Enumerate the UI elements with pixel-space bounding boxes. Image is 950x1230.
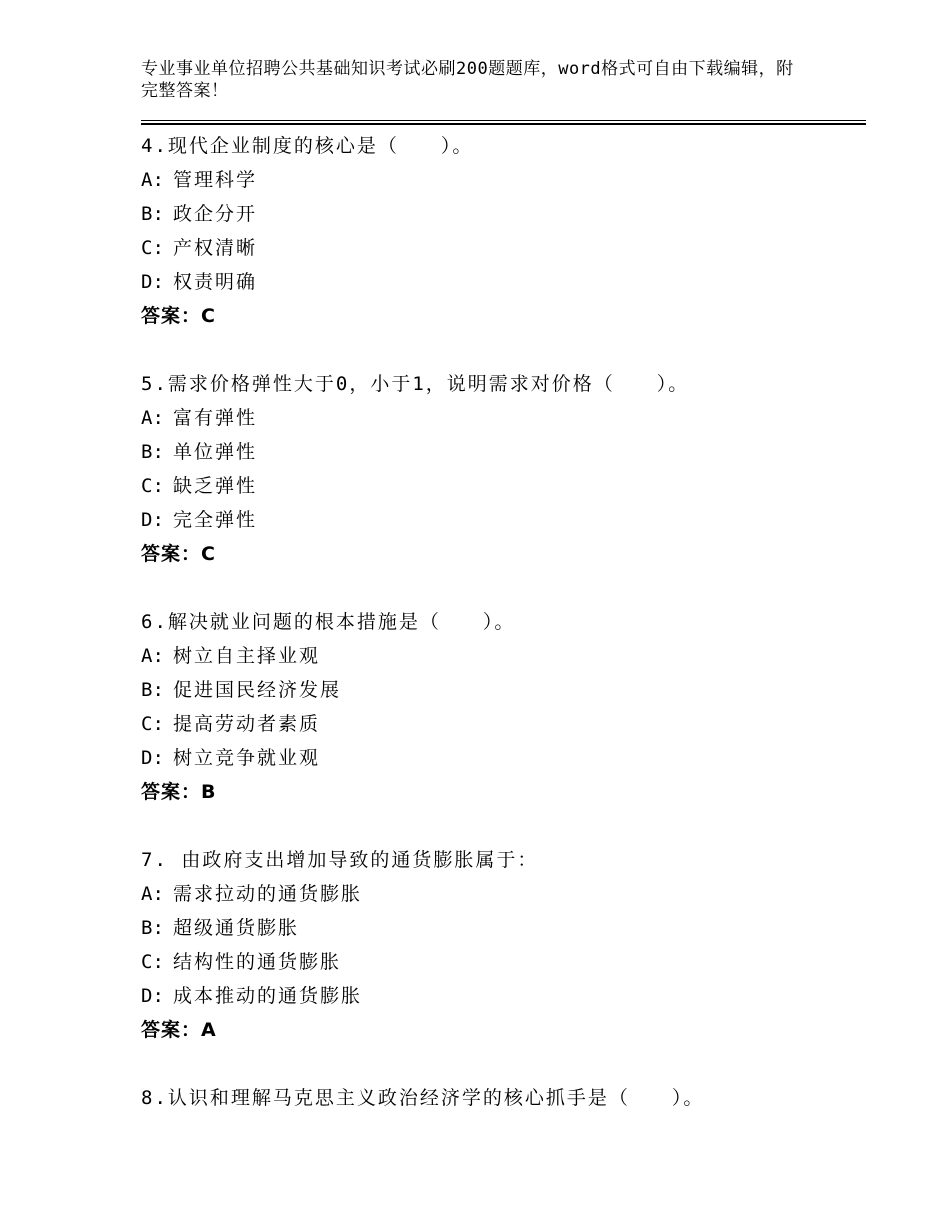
option-a (141, 401, 866, 435)
option-b (141, 435, 866, 469)
question-stem: 7. 由政府支出增加导致的通货膨胀属于： (141, 849, 539, 871)
option-text: 富有弹性 (173, 407, 258, 429)
option-d (141, 979, 866, 1013)
option-text: 超级通货膨胀 (173, 917, 300, 939)
option-b (141, 197, 866, 231)
answer-line: 答案：A (141, 1019, 217, 1041)
option-letter: B: (141, 679, 164, 701)
option-text: 产权清晰 (173, 237, 258, 259)
option-text: 权责明确 (173, 271, 258, 293)
option-letter: D: (141, 509, 164, 531)
option-text: 成本推动的通货膨胀 (173, 985, 363, 1007)
option-text: 促进国民经济发展 (173, 679, 342, 701)
option-text: 提高劳动者素质 (173, 713, 321, 735)
option-text: 管理科学 (173, 169, 258, 191)
option-letter: A: (141, 407, 164, 429)
answer-line: 答案：C (141, 305, 216, 327)
option-d (141, 503, 866, 537)
option-text: 结构性的通货膨胀 (173, 951, 342, 973)
option-letter: D: (141, 747, 164, 769)
option-letter: D: (141, 985, 164, 1007)
question-item (141, 1081, 866, 1115)
option-text: 缺乏弹性 (173, 475, 258, 497)
question-item (141, 367, 866, 571)
option-letter: A: (141, 169, 164, 191)
option-letter: A: (141, 883, 164, 905)
option-c (141, 707, 866, 741)
option-letter: B: (141, 441, 164, 463)
option-text: 完全弹性 (173, 509, 258, 531)
question-item (141, 843, 866, 1047)
option-c (141, 469, 866, 503)
option-letter: A: (141, 645, 164, 667)
option-letter: B: (141, 917, 164, 939)
question-stem: 4.现代企业制度的核心是（ ）。 (141, 135, 474, 157)
question-item (141, 129, 866, 333)
option-d (141, 741, 866, 775)
header-divider-thin (141, 120, 866, 121)
option-text: 树立竞争就业观 (173, 747, 321, 769)
question-stem: 6.解决就业问题的根本措施是（ ）。 (141, 611, 516, 633)
option-a (141, 163, 866, 197)
option-letter: C: (141, 951, 164, 973)
option-letter: C: (141, 475, 164, 497)
option-text: 树立自主择业观 (173, 645, 321, 667)
option-letter: B: (141, 203, 164, 225)
option-c (141, 945, 866, 979)
question-list (141, 129, 866, 1149)
document-header: 专业事业单位招聘公共基础知识考试必刷200题题库，word格式可自由下载编辑，附完整答案！ (141, 59, 794, 101)
answer-line: 答案：B (141, 781, 217, 803)
question-stem: 8.认识和理解马克思主义政治经济学的核心抓手是（ ）。 (141, 1087, 705, 1109)
option-a (141, 639, 866, 673)
option-b (141, 673, 866, 707)
option-text: 需求拉动的通货膨胀 (173, 883, 363, 905)
option-text: 政企分开 (173, 203, 258, 225)
answer-line: 答案：C (141, 543, 216, 565)
option-c (141, 231, 866, 265)
option-a (141, 877, 866, 911)
question-stem: 5.需求价格弹性大于0，小于1，说明需求对价格（ ）。 (141, 373, 690, 395)
option-letter: C: (141, 713, 164, 735)
option-d (141, 265, 866, 299)
header-divider-thick (141, 123, 866, 125)
option-letter: D: (141, 271, 164, 293)
question-item (141, 605, 866, 809)
option-letter: C: (141, 237, 164, 259)
option-text: 单位弹性 (173, 441, 258, 463)
option-b (141, 911, 866, 945)
